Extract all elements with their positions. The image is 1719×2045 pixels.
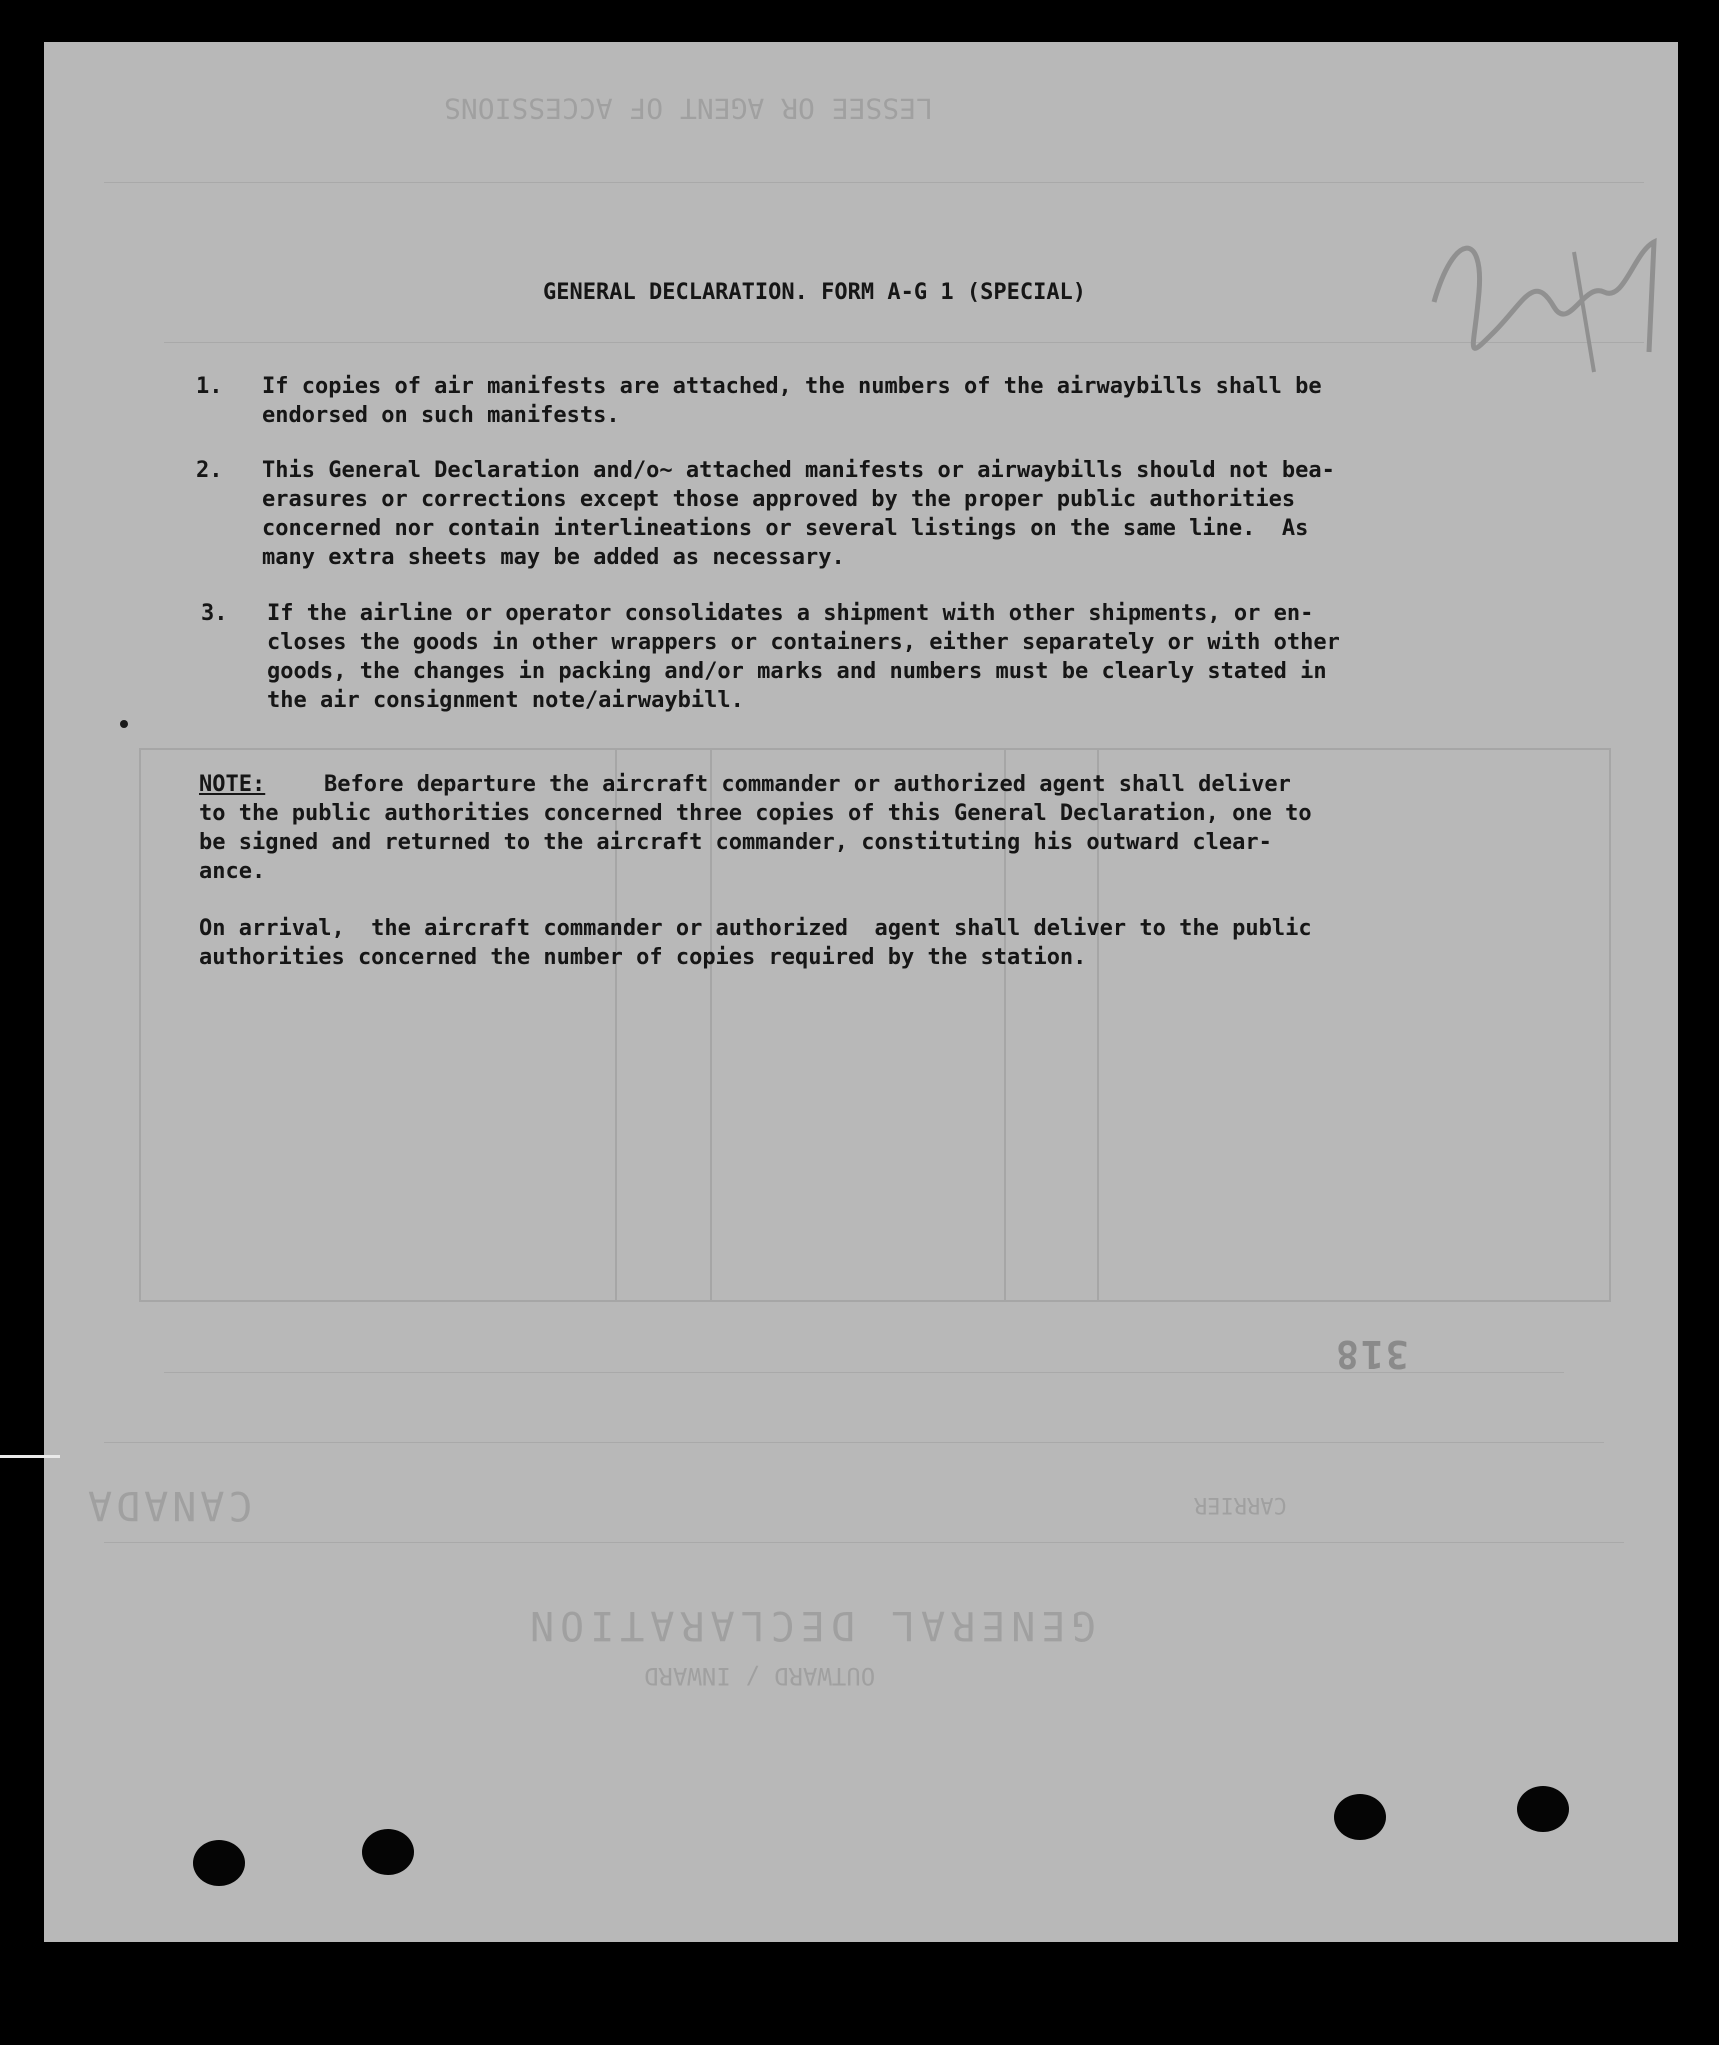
item-2-number: 2. [196, 458, 223, 483]
bleed-through-country: CANADA [84, 1482, 253, 1528]
document-sheet [44, 42, 1678, 1942]
arrival-line: authorities concerned the number of copies required by the station. [199, 945, 1087, 970]
bleed-through-heading: LESSEE OR AGENT OF ACCESSIONS [444, 92, 933, 125]
punch-hole [193, 1840, 245, 1886]
item-3-line: If the airline or operator consolidates a shipment with other shipments, or en- [267, 601, 1314, 626]
item-3-line: the air consignment note/airwaybill. [267, 688, 744, 713]
arrival-line: On arrival, the aircraft commander or authorized agent shall deliver to the public [199, 916, 1312, 941]
bleed-rule [164, 342, 1644, 343]
bleed-through-carrier: CARRIER [1194, 1492, 1287, 1517]
item-2-line: concerned nor contain interlineations or several listings on the same line. As [262, 516, 1309, 541]
item-2-line: many extra sheets may be added as necessary. [262, 545, 845, 570]
signature-scrawl [1424, 212, 1678, 382]
page-number-stamp: 318 [1334, 1332, 1409, 1376]
item-3-line: goods, the changes in packing and/or marks and numbers must be clearly stated in [267, 659, 1327, 684]
bleed-rule [104, 182, 1644, 183]
item-2-line: This General Declaration and/o~ attached manifests or airwaybills should not bea- [262, 458, 1335, 483]
bleed-rule [104, 1442, 1604, 1443]
item-2-line: erasures or corrections except those approved by the proper public authorities [262, 487, 1296, 512]
punch-hole [362, 1829, 414, 1875]
punch-hole [1517, 1786, 1569, 1832]
item-1-number: 1. [196, 374, 223, 399]
note-line: Before departure the aircraft commander or authorized agent shall deliver [271, 772, 1291, 797]
edge-mark [0, 1455, 60, 1458]
bleed-through-form-title: GENERAL DECLARATION [524, 1602, 1096, 1648]
note-line: ance. [199, 859, 266, 884]
item-3-line: closes the goods in other wrappers or containers, either separately or with other [267, 630, 1340, 655]
item-3-number: 3. [201, 601, 228, 626]
bleed-through-subtitle: OUTWARD / INWARD [644, 1662, 876, 1690]
note-line: to the public authorities concerned three copies of this General Declaration, one to [199, 801, 1312, 826]
punch-hole [1334, 1794, 1386, 1840]
ink-dot [120, 720, 128, 728]
page-title: GENERAL DECLARATION. FORM A-G 1 (SPECIAL) [543, 280, 1087, 305]
item-1-line: If copies of air manifests are attached, the numbers of the airwaybills shall be [262, 374, 1322, 399]
note-label: NOTE: [199, 772, 266, 797]
bleed-rule [104, 1542, 1624, 1543]
item-1-line: endorsed on such manifests. [262, 403, 620, 428]
note-line: be signed and returned to the aircraft commander, constituting his outward clear- [199, 830, 1272, 855]
